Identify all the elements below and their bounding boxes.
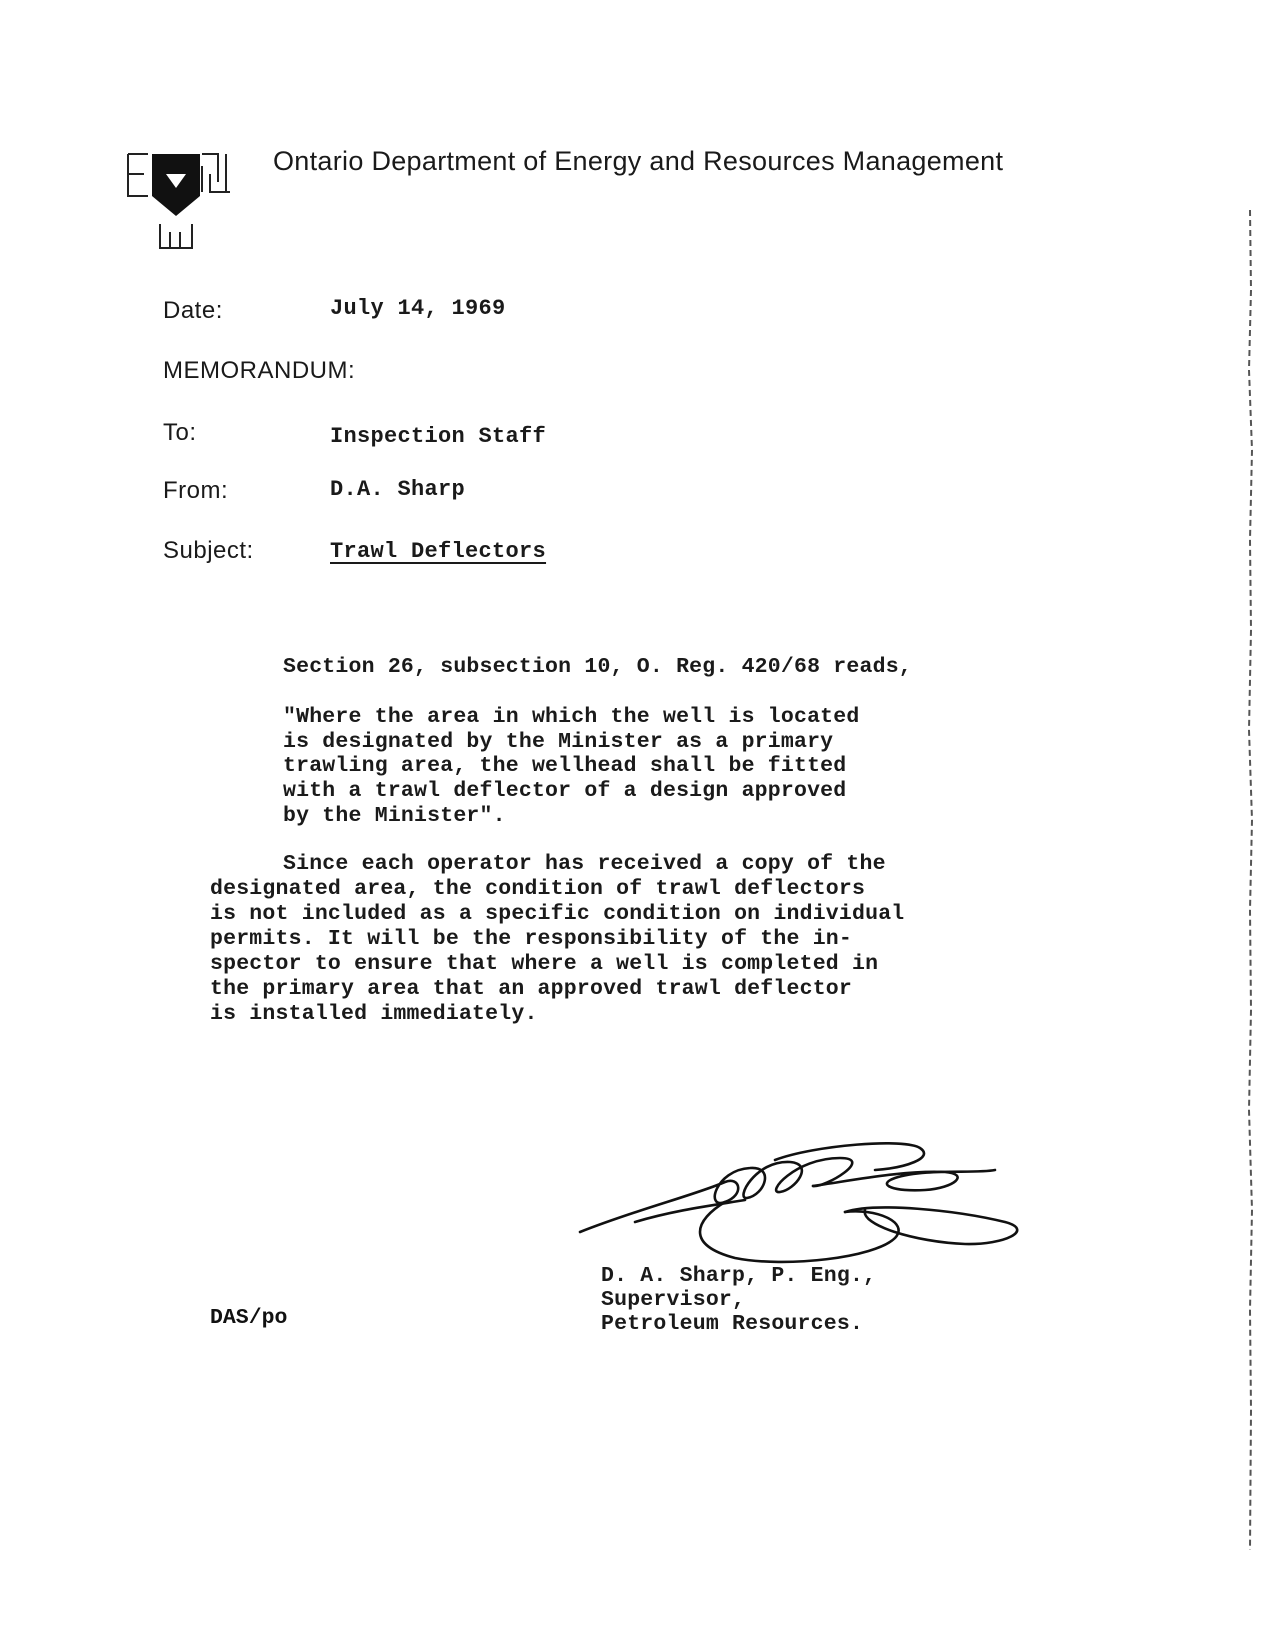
paragraph-line: permits. It will be the responsibility of the in- [210, 927, 853, 951]
handwritten-signature-icon [575, 1140, 1045, 1270]
quote-line: is designated by the Minister as a primary [283, 730, 834, 754]
intro-line: Section 26, subsection 10, O. Reg. 420/68 reads, [283, 655, 912, 679]
paragraph-line: designated area, the condition of trawl deflectors [210, 877, 866, 901]
quote-line: "Where the area in which the well is located [283, 705, 860, 729]
from-value: D.A. Sharp [330, 477, 466, 502]
paragraph-line: spector to ensure that where a well is completed in [210, 952, 879, 976]
paragraph-line: is installed immediately. [210, 1002, 538, 1026]
from-label: From: [163, 477, 229, 504]
paragraph-line: Since each operator has received a copy of the [283, 852, 886, 876]
quote-line: by the Minister". [283, 804, 506, 828]
signatory-title: Supervisor, [601, 1288, 746, 1312]
quote-line: with a trawl deflector of a design approved [283, 779, 847, 803]
to-value: Inspection Staff [330, 424, 547, 449]
paragraph-line: is not included as a specific condition on individual [210, 902, 905, 926]
date-label: Date: [163, 297, 223, 324]
subject-label: Subject: [163, 537, 254, 564]
subject-value: Trawl Deflectors [330, 539, 547, 564]
scan-edge-artifact [1240, 210, 1260, 1550]
quote-line: trawling area, the wellhead shall be fitted [283, 754, 847, 778]
signatory-department: Petroleum Resources. [601, 1312, 864, 1336]
ontario-emr-logo-icon [126, 152, 236, 252]
to-label: To: [163, 419, 197, 446]
signatory-name: D. A. Sharp, P. Eng., [601, 1264, 877, 1288]
paragraph-line: the primary area that an approved trawl deflector [210, 977, 853, 1001]
memorandum-heading: MEMORANDUM: [163, 357, 356, 384]
date-value: July 14, 1969 [330, 296, 506, 321]
organization-name: Ontario Department of Energy and Resources Management [273, 146, 1004, 176]
reference-initials: DAS/po [210, 1306, 288, 1330]
